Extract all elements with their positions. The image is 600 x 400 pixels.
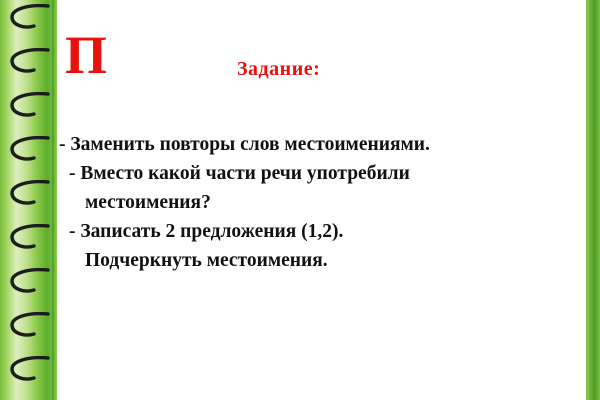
spiral-ring-icon: [8, 4, 52, 30]
spiral-ring-icon: [8, 224, 52, 250]
spiral-ring-icon: [8, 136, 52, 162]
spiral-ring-icon: [8, 356, 52, 382]
page-content: [57, 0, 586, 400]
drop-cap-letter: П: [65, 25, 108, 85]
task-line: местоимения?: [85, 192, 211, 213]
spiral-ring-icon: [8, 92, 52, 118]
task-line: - Вместо какой части речи употребили: [69, 163, 410, 184]
task-line: Подчеркнуть местоимения.: [85, 250, 328, 271]
spiral-ring-icon: [8, 180, 52, 206]
right-green-band: [586, 0, 600, 400]
task-line: - Заменить повторы слов местоимениями.: [59, 134, 430, 155]
task-list: [57, 130, 577, 275]
spiral-ring-icon: [8, 312, 52, 338]
page-title: Задание:: [237, 58, 321, 80]
spiral-ring-icon: [8, 268, 52, 294]
task-line: - Записать 2 предложения (1,2).: [69, 221, 344, 242]
spiral-ring-icon: [8, 48, 52, 74]
